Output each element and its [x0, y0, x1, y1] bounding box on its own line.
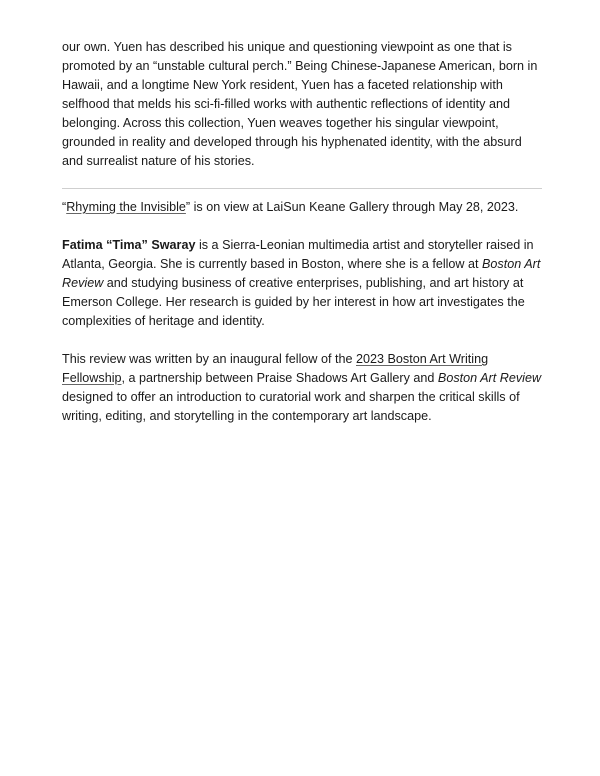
intro-paragraph: our own. Yuen has described his unique and questioning viewpoint as one that is promoted by an “unstable cultural perch.” Being Chinese-Japanese American, born in Hawaii, and a longtime New York resident, Yuen has a faceted relationship with selfhood that melds his sci-fi-filled works with authentic reflections of identity and belonging. Across this collection, Yuen weaves together his singular viewpoint, grounded in reality and developed through his hyphenated identity, with the absurd and surrealist nature of his stories. [62, 40, 538, 168]
fellowship-publication-name: Boston Art Review [437, 371, 542, 385]
fellowship-text-3: designed to offer an introduction to curatorial work and sharpen the critical skills of writing, editing, and storytelling in the contemporary art landscape. [62, 390, 520, 423]
exhibition-note [62, 198, 542, 217]
fellowship-link[interactable]: 2023 Boston Art Writing Fellowship [62, 352, 489, 385]
section-divider [62, 188, 542, 189]
exhibition-link[interactable]: Rhyming the Invisible [66, 200, 186, 214]
fellowship-note [62, 350, 542, 426]
article-body [62, 38, 542, 426]
open-quote: “ [62, 200, 67, 214]
author-bio-text-1: is a Sierra-Leonian multimedia artist and storyteller raised in Atlanta, Georgia. She is currently based in Boston, where she is a fellow at [62, 238, 534, 271]
exhibition-note-text: ” is on view at LaiSun Keane Gallery through May 28, 2023. [185, 200, 519, 214]
publication-name: Boston Art Review [62, 257, 541, 290]
author-bio-text-2: and studying business of creative enterprises, publishing, and art history at Emerson College. Her research is guided by her interest in how art investigates the complexities of heritage and identity. [62, 276, 525, 328]
fellowship-text-1: This review was written by an inaugural fellow of the [62, 352, 356, 366]
author-name: Fatima “Tima” Swaray [62, 238, 196, 252]
fellowship-text-2: , a partnership between Praise Shadows Art Gallery and [121, 371, 438, 385]
author-bio [62, 236, 542, 331]
